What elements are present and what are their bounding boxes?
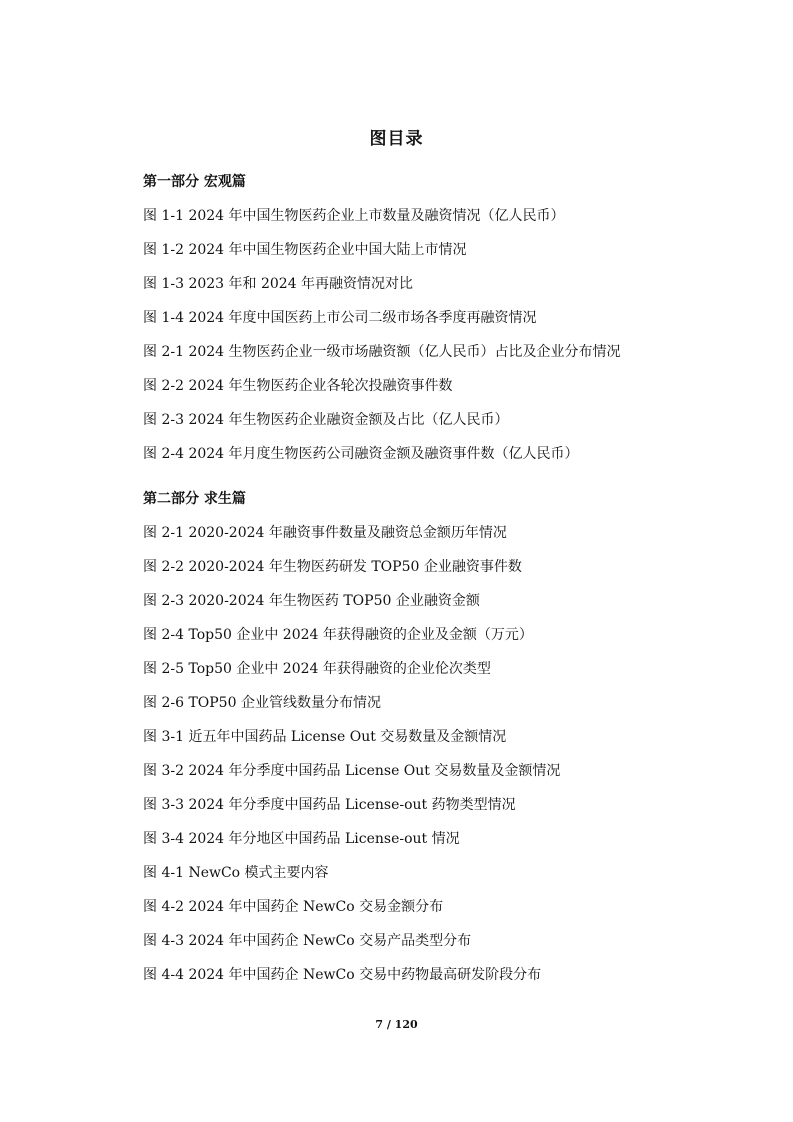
- toc-entry[interactable]: 图 3-2 2024 年分季度中国药品 License Out 交易数量及金额情况: [143, 763, 561, 779]
- toc-list: [143, 205, 743, 477]
- toc-entry[interactable]: 图 3-1 近五年中国药品 License Out 交易数量及金额情况: [143, 729, 507, 745]
- toc-entry[interactable]: 图 2-4 2024 年月度生物医药公司融资金额及融资事件数（亿人民币）: [143, 446, 579, 462]
- toc-entry[interactable]: 图 2-1 2024 生物医药企业一级市场融资额（亿人民币）占比及企业分布情况: [143, 344, 621, 360]
- toc-section-part-1: [143, 171, 743, 477]
- toc-entry[interactable]: 图 4-1 NewCo 模式主要内容: [143, 865, 329, 881]
- toc-entry[interactable]: 图 4-4 2024 年中国药企 NewCo 交易中药物最高研发阶段分布: [143, 967, 542, 983]
- toc-entry[interactable]: 图 4-3 2024 年中国药企 NewCo 交易产品类型分布: [143, 933, 472, 949]
- toc-entry[interactable]: 图 2-3 2020-2024 年生物医药 TOP50 企业融资金额: [143, 593, 480, 609]
- toc-section-part-2: [143, 488, 743, 998]
- toc-entry[interactable]: 图 1-3 2023 年和 2024 年再融资情况对比: [143, 276, 414, 292]
- toc-entry[interactable]: 图 1-1 2024 年中国生物医药企业上市数量及融资情况（亿人民币）: [143, 208, 565, 224]
- page-number: 7 / 120: [375, 1018, 418, 1031]
- toc-entry[interactable]: 图 2-1 2020-2024 年融资事件数量及融资总金额历年情况: [143, 525, 507, 541]
- section-heading: 第一部分 宏观篇: [143, 174, 246, 190]
- toc-list: [143, 522, 743, 998]
- toc-entry[interactable]: 图 2-2 2020-2024 年生物医药研发 TOP50 企业融资事件数: [143, 559, 522, 575]
- toc-entry[interactable]: 图 1-4 2024 年度中国医药上市公司二级市场各季度再融资情况: [143, 310, 537, 326]
- toc-entry[interactable]: 图 2-6 TOP50 企业管线数量分布情况: [143, 695, 381, 711]
- toc-entry[interactable]: 图 2-4 Top50 企业中 2024 年获得融资的企业及金额（万元）: [143, 627, 533, 643]
- toc-entry[interactable]: 图 2-3 2024 年生物医药企业融资金额及占比（亿人民币）: [143, 412, 509, 428]
- toc-entry[interactable]: 图 4-2 2024 年中国药企 NewCo 交易金额分布: [143, 899, 444, 915]
- toc-entry[interactable]: 图 2-2 2024 年生物医药企业各轮次投融资事件数: [143, 378, 453, 394]
- section-heading: 第二部分 求生篇: [143, 491, 246, 507]
- toc-entry[interactable]: 图 2-5 Top50 企业中 2024 年获得融资的企业伦次类型: [143, 661, 491, 677]
- page-title: 图目录: [369, 129, 424, 149]
- toc-entry[interactable]: 图 1-2 2024 年中国生物医药企业中国大陆上市情况: [143, 242, 467, 258]
- toc-entry[interactable]: 图 3-3 2024 年分季度中国药品 License-out 药物类型情况: [143, 797, 516, 813]
- toc-entry[interactable]: 图 3-4 2024 年分地区中国药品 License-out 情况: [143, 831, 460, 847]
